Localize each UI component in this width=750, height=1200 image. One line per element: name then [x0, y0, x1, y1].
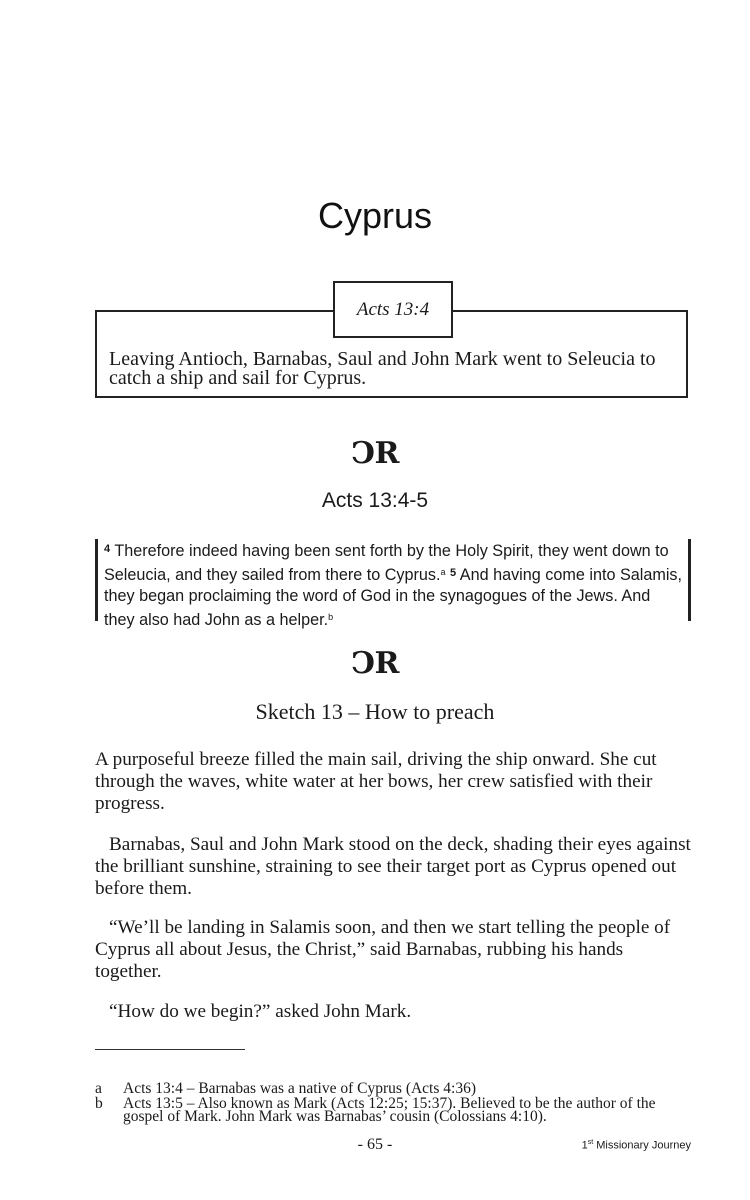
footnote-mark: b — [95, 1095, 103, 1112]
footnote-marker: a — [440, 567, 446, 577]
footnote-mark: a — [95, 1080, 102, 1097]
verse-number: 4 — [104, 543, 111, 555]
body-paragraph: Barnabas, Saul and John Mark stood on the deck, shading their eyes against the brilliant sunshine, straining to see their target port as Cyprus opened out before them. — [95, 834, 691, 899]
footnote-divider — [95, 1049, 245, 1050]
ornament-glyph-right: R — [374, 646, 394, 681]
running-footer-title: Missionary Journey — [593, 1139, 691, 1152]
section-ornament-icon — [0, 646, 750, 681]
ornament-glyph-left: C — [356, 436, 375, 471]
footnote — [95, 1082, 695, 1095]
running-footer-suffix: st — [587, 1139, 594, 1146]
summary-reference: Acts 13:4 — [333, 281, 453, 338]
footnote-text: Acts 13:4 – Barnabas was a native of Cyprus (Acts 4:36) — [123, 1080, 476, 1097]
ornament-glyph-right: R — [374, 436, 394, 471]
chapter-title: Cyprus — [317, 195, 433, 236]
scripture-passage — [95, 539, 691, 629]
verse-number: 5 — [450, 567, 457, 579]
body-paragraph: “How do we begin?” asked John Mark. — [109, 1001, 412, 1022]
section-ornament-icon — [0, 436, 750, 471]
footnote-marker: b — [328, 612, 334, 622]
footnote — [95, 1097, 695, 1123]
summary-text: Leaving Antioch, Barnabas, Saul and John Mark went to Seleucia to catch a ship and sail for Cyprus. — [109, 348, 656, 389]
verse-text: And having come into Salamis, they began proclaiming the word of God in the synagogues of the Jews. And they also had John as a helper. — [104, 566, 683, 629]
running-footer — [582, 1139, 691, 1152]
page-number: - 65 - — [357, 1136, 393, 1153]
ornament-glyph-left: C — [356, 646, 375, 681]
body-paragraph: “We’ll be landing in Salamis soon, and then we start telling the people of Cyprus all about Jesus, the Christ,” said Barnabas, rubbing his hands together. — [95, 917, 671, 982]
sketch-heading: Sketch 13 – How to preach — [255, 699, 495, 724]
verse-text: Therefore indeed having been sent forth by the Holy Spirit, they went down to Seleucia, and they sailed from there to Cyprus. — [104, 542, 669, 584]
footnote-text: Acts 13:5 – Also known as Mark (Acts 12:25; 15:37). Believed to be the author of the gospel of Mark. John Mark was Barnabas’ cousin (Colossians 4:10). — [123, 1095, 656, 1125]
running-footer-ordinal: 1 — [581, 1139, 588, 1152]
scripture-reference: Acts 13:4-5 — [321, 489, 429, 512]
body-paragraph: A purposeful breeze filled the main sail, driving the ship onward. She cut through the waves, white water at her bows, her crew satisfied with their progress. — [95, 749, 657, 814]
